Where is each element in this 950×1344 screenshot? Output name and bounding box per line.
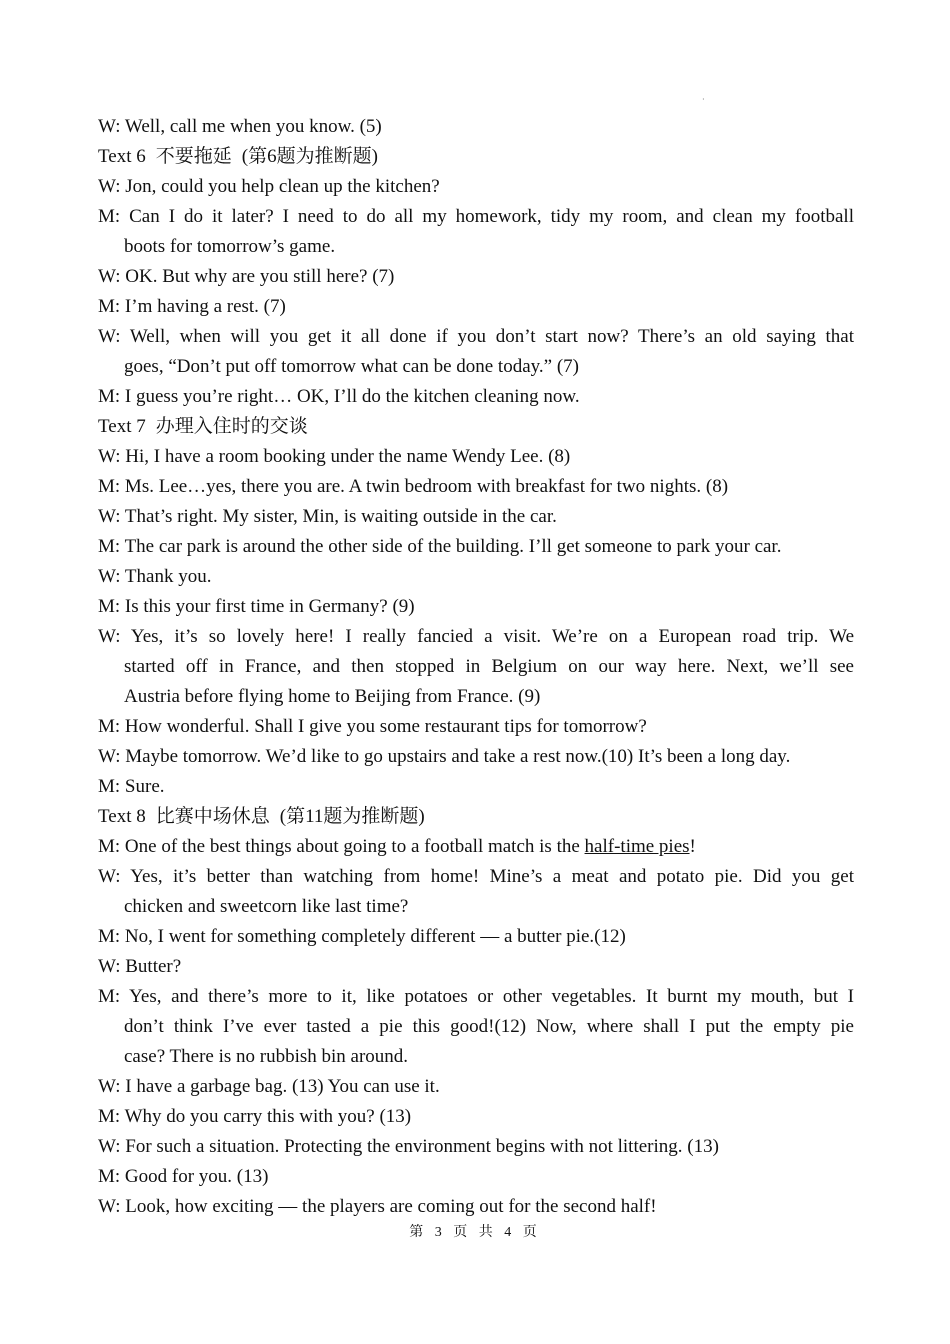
dialogue-line: W: Well, call me when you know. (5) <box>98 116 382 137</box>
heading-note: (第11题为推断题) <box>279 806 425 827</box>
dialogue-line: W: Maybe tomorrow. We’d like to go upstairs and take a rest now.(10) It’s been a long day. <box>98 746 791 767</box>
dialogue-line: M: How wonderful. Shall I give you some restaurant tips for tomorrow? <box>98 716 647 737</box>
dialogue-line: W: Butter? <box>98 956 182 977</box>
page-footer: 第 3 页 共 4 页 <box>409 1225 541 1240</box>
dialogue-line: M: Can I do it later? I need to do all my homework, tidy my room, and clean my football <box>98 206 854 227</box>
transcript-body <box>98 112 854 1222</box>
heading-title: 不要拖延 <box>155 146 232 167</box>
dialogue-line: W: For such a situation. Protecting the environment begins with not littering. (13) <box>98 1136 719 1157</box>
dialogue-line: W: Look, how exciting — the players are coming out for the second half! <box>98 1196 657 1217</box>
dialogue-line: M: Yes, and there’s more to it, like potatoes or other vegetables. It burnt my mouth, but I <box>98 986 854 1007</box>
dialogue-line-continuation: chicken and sweetcorn like last time? <box>124 896 409 917</box>
dialogue-line: W: Well, when will you get it all done if you don’t start now? There’s an old saying that <box>98 326 854 347</box>
heading-label: Text 6 <box>98 146 146 167</box>
dialogue-line: W: OK. But why are you still here? (7) <box>98 266 395 287</box>
section-heading-text-7 <box>98 412 854 442</box>
heading-label: Text 7 <box>98 416 146 437</box>
underlined-phrase: half-time pies <box>584 836 690 857</box>
dialogue-line: W: Yes, it’s so lovely here! I really fancied a visit. We’re on a European road trip. We <box>98 626 854 647</box>
dialogue-line: W: I have a garbage bag. (13) You can use it. <box>98 1076 440 1097</box>
underline-line-end: ! <box>689 836 696 857</box>
dialogue-line: M: The car park is around the other side of the building. I’ll get someone to park your car. <box>98 536 782 557</box>
dialogue-line: M: I’m having a rest. (7) <box>98 296 286 317</box>
dialogue-line: M: No, I went for something completely different — a butter pie.(12) <box>98 926 626 947</box>
heading-title: 办理入住时的交谈 <box>155 416 308 437</box>
dialogue-line: W: That’s right. My sister, Min, is waiting outside in the car. <box>98 506 557 527</box>
page-mark: · <box>702 95 705 104</box>
dialogue-line: M: Is this your first time in Germany? (9) <box>98 596 415 617</box>
heading-label: Text 8 <box>98 806 146 827</box>
section-heading-text-8 <box>98 802 854 832</box>
dialogue-line: W: Hi, I have a room booking under the name Wendy Lee. (8) <box>98 446 571 467</box>
dialogue-line: M: I guess you’re right… OK, I’ll do the kitchen cleaning now. <box>98 386 580 407</box>
dialogue-line-with-underline <box>98 832 854 862</box>
dialogue-line-continuation: started off in France, and then stopped in Belgium on our way here. Next, we’ll see <box>124 656 854 677</box>
underline-line-start: M: One of the best things about going to a football match is the <box>98 836 585 857</box>
dialogue-line-continuation: goes, “Don’t put off tomorrow what can be done today.” (7) <box>124 356 579 377</box>
dialogue-line-continuation: don’t think I’ve ever tasted a pie this good!(12) Now, where shall I put the empty pie <box>124 1016 854 1037</box>
dialogue-line-continuation: boots for tomorrow’s game. <box>124 236 336 257</box>
dialogue-line: M: Why do you carry this with you? (13) <box>98 1106 412 1127</box>
dialogue-line-continuation: case? There is no rubbish bin around. <box>124 1046 409 1067</box>
dialogue-line: W: Thank you. <box>98 566 212 587</box>
dialogue-line: M: Ms. Lee…yes, there you are. A twin bedroom with breakfast for two nights. (8) <box>98 476 729 497</box>
heading-title: 比赛中场休息 <box>155 806 270 827</box>
section-heading-text-6 <box>98 142 854 172</box>
dialogue-line: M: Good for you. (13) <box>98 1166 269 1187</box>
dialogue-line-continuation: Austria before flying home to Beijing from France. (9) <box>124 686 541 707</box>
heading-note: (第6题为推断题) <box>241 146 378 167</box>
dialogue-line: W: Yes, it’s better than watching from home! Mine’s a meat and potato pie. Did you get <box>98 866 854 887</box>
dialogue-line: M: Sure. <box>98 776 165 797</box>
dialogue-line: W: Jon, could you help clean up the kitchen? <box>98 176 440 197</box>
